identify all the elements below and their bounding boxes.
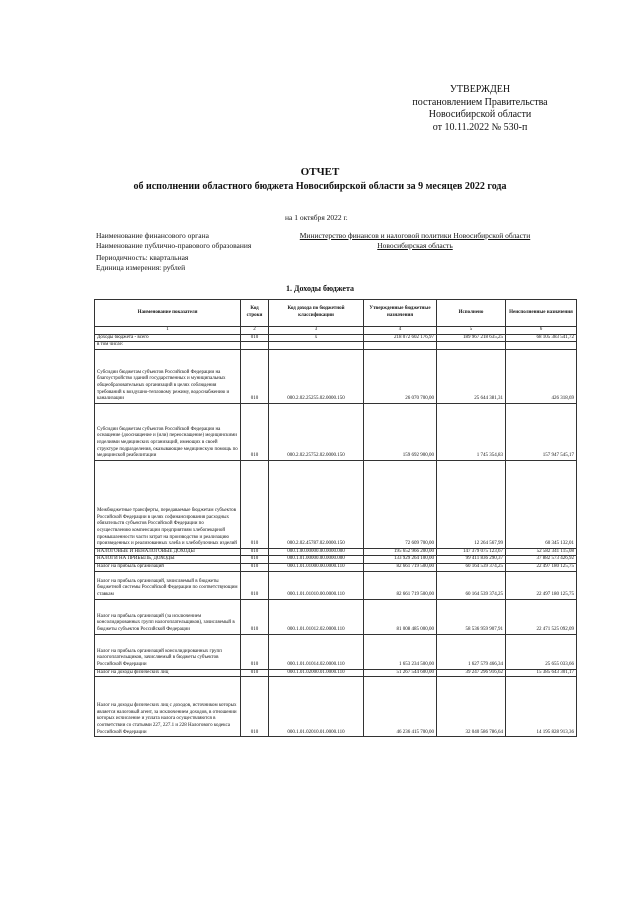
cell-code [241, 342, 269, 350]
cell-name: Межбюджетные трансферты, передаваемые бюджетам субъектов Российской Федерации в целях софинансирования расходных обязательств субъектов Российской Федерации по осуществлению компенсации предприятиям хлебопекарной промышленности части затрат на производство и реализацию произведенных и реализованных хлеба и хлебобулочных изделий [95, 460, 241, 548]
col-number: 3 [269, 327, 364, 335]
approval-line-2: постановлением Правительства [412, 96, 548, 108]
cell-kbk: 000.1.00.00000.00.0000.000 [269, 548, 364, 556]
table-row [95, 599, 577, 634]
table-body [95, 334, 577, 737]
table-row [95, 563, 577, 571]
table-row [95, 677, 577, 737]
table-row [95, 634, 577, 669]
cell-name: Налог на доходы физических лиц с доходов, источником которых является налоговый агент, за исключением доходов, в отношении которых исчисление и уплата налога осуществляются в соответствии со статьями 227, 227.1 и 228 Налогового кодекса Российской Федерации [95, 677, 241, 737]
cell-remaining [506, 342, 577, 350]
report-metadata [96, 231, 556, 273]
approval-line-1: УТВЕРЖДЕН [449, 84, 511, 95]
section-title: 1. Доходы бюджета [285, 284, 355, 293]
cell-kbk: 000.1.01.02010.01.0000.110 [269, 677, 364, 737]
header-executed: Исполнено [437, 300, 506, 327]
cell-code: 010 [241, 460, 269, 548]
income-table [94, 299, 577, 737]
cell-name: Субсидии бюджетам субъектов Российской Федерации на оснащение (дооснащение и (или) переоснащение) медицинскими изделиями медицинских организаций, имеющих в своей структуре подразделения, оказывающие медицинскую помощь по медицинской реабилитации [95, 403, 241, 460]
cell-kbk: 000.1.01.01014.02.0000.110 [269, 634, 364, 669]
cell-approved: 159 692 900,00 [364, 403, 437, 460]
cell-kbk: 000.1.01.01010.00.0000.110 [269, 571, 364, 599]
cell-remaining: 22 497 180 125,75 [506, 571, 577, 599]
unit-label: Единица измерения: рублей [96, 263, 186, 272]
cell-code: 010 [241, 599, 269, 634]
document-title: ОТЧЕТ [300, 166, 340, 178]
cell-code: 010 [241, 403, 269, 460]
cell-kbk: 000.2.02.45787.02.0000.150 [269, 460, 364, 548]
cell-executed: 58 536 959 907,91 [437, 599, 506, 634]
cell-name: Налог на прибыль организаций консолидированных групп налогоплательщиков, зачисляемый в бюджеты субъектов Российской Федерации [95, 634, 241, 669]
table-row [95, 403, 577, 460]
cell-code: 010 [241, 334, 269, 342]
table-header-row [95, 300, 577, 327]
cell-approved: 26 070 700,00 [364, 349, 437, 403]
cell-executed: 147 379 075 123,67 [437, 548, 506, 556]
cell-executed: 39 247 296 916,62 [437, 669, 506, 677]
cell-code: 010 [241, 634, 269, 669]
cell-remaining: 37 882 573 426,92 [506, 556, 577, 564]
cell-code: 010 [241, 563, 269, 571]
table-row [95, 571, 577, 599]
approval-line-4: от 10.11.2022 № 530-п [432, 121, 528, 133]
cell-remaining: 14 195 828 913,36 [506, 677, 577, 737]
cell-executed: 60 164 539 374,25 [437, 563, 506, 571]
cell-kbk: 000.2.02.25255.02.0000.150 [269, 349, 364, 403]
approval-line-3: Новосибирской области [428, 109, 532, 120]
cell-executed: 25 644 381,31 [437, 349, 506, 403]
cell-kbk [269, 342, 364, 350]
table-row [95, 669, 577, 677]
cell-approved: 82 661 719 500,00 [364, 571, 437, 599]
col-number: 2 [241, 327, 269, 335]
cell-kbk: 000.1.01.01000.00.0000.110 [269, 563, 364, 571]
cell-approved: 218 072 602 176,97 [364, 334, 437, 342]
col-number: 4 [364, 327, 437, 335]
column-number-row [95, 327, 577, 335]
header-kbk: Код дохода по бюджетной классификации [269, 300, 364, 327]
cell-executed [437, 342, 506, 350]
cell-name: Налог на прибыль организаций (за исключением консолидированных групп налогоплательщиков), зачисляемый в бюджеты субъектов Российской Федерации [95, 599, 241, 634]
entity-value: Новосибирская область [377, 241, 453, 250]
cell-approved: 51 267 544 600,00 [364, 669, 437, 677]
document-subtitle: об исполнении областного бюджета Новосибирской области за 9 месяцев 2022 года [133, 181, 507, 192]
table-row [95, 342, 577, 350]
cell-approved: 133 929 264 100,00 [364, 556, 437, 564]
cell-approved: 72 609 700,00 [364, 460, 437, 548]
cell-executed: 12 264 567,99 [437, 460, 506, 548]
cell-kbk: 000.2.02.25752.02.0000.150 [269, 403, 364, 460]
cell-kbk: 000.1.01.02000.01.0000.110 [269, 669, 364, 677]
col-number: 6 [506, 327, 577, 335]
approval-stamp [395, 84, 565, 134]
fin-org-label: Наименование финансового органа [96, 231, 209, 240]
cell-remaining: 25 655 033,66 [506, 634, 577, 669]
entity-label: Наименование публично-правового образования [96, 241, 252, 250]
cell-executed: 1 745 354,83 [437, 403, 506, 460]
report-date: на 1 октября 2022 г. [285, 213, 348, 222]
fin-org-value: Министерство финансов и налоговой политики Новосибирской области [299, 231, 531, 240]
cell-approved: 46 236 415 700,00 [364, 677, 437, 737]
table-row [95, 460, 577, 548]
cell-executed: 99 411 836 290,37 [437, 556, 506, 564]
cell-code: 010 [241, 349, 269, 403]
cell-name: Налог на прибыль организаций [95, 563, 241, 571]
header-approved: Утвержденные бюджетные назначения [364, 300, 437, 327]
table-row [95, 548, 577, 556]
cell-remaining: 60 345 132,01 [506, 460, 577, 548]
cell-approved: 81 008 485 000,00 [364, 599, 437, 634]
table-row [95, 556, 577, 564]
header-code: Код строки [241, 300, 269, 327]
cell-name: Налог на доходы физических лиц [95, 669, 241, 677]
cell-name: в том числе: [95, 342, 241, 350]
header-remaining: Неисполненные назначения [506, 300, 577, 327]
cell-code: 010 [241, 571, 269, 599]
col-number: 1 [95, 327, 241, 335]
cell-executed: 60 164 539 374,25 [437, 571, 506, 599]
cell-remaining: 68 105 383 541,72 [506, 334, 577, 342]
cell-code: 010 [241, 669, 269, 677]
cell-code: 010 [241, 556, 269, 564]
cell-remaining: 52 582 341 115,08 [506, 548, 577, 556]
cell-name: НАЛОГИ НА ПРИБЫЛЬ, ДОХОДЫ [95, 556, 241, 564]
cell-code: 010 [241, 548, 269, 556]
cell-remaining: 426 318,69 [506, 349, 577, 403]
cell-code: 010 [241, 677, 269, 737]
cell-kbk: x [269, 334, 364, 342]
cell-remaining: 22 471 525 092,09 [506, 599, 577, 634]
cell-approved: 82 661 719 500,00 [364, 563, 437, 571]
cell-remaining: 157 947 545,17 [506, 403, 577, 460]
table-row [95, 334, 577, 342]
cell-executed: 1 627 579 466,34 [437, 634, 506, 669]
header-name: Наименование показателя [95, 300, 241, 327]
cell-name: Налог на прибыль организаций, зачисляемый в бюджеты бюджетной системы Российской Федерации по соответствующим ставкам [95, 571, 241, 599]
cell-remaining: 22 497 180 125,75 [506, 563, 577, 571]
cell-remaining: 15 385 643 301,17 [506, 669, 577, 677]
cell-approved: 195 652 966 200,00 [364, 548, 437, 556]
cell-executed: 189 967 218 635,25 [437, 334, 506, 342]
cell-name: Доходы бюджета - всего [95, 334, 241, 342]
table-row [95, 349, 577, 403]
cell-executed: 32 040 586 786,64 [437, 677, 506, 737]
cell-approved: 1 653 234 500,00 [364, 634, 437, 669]
cell-kbk: 000.1.01.00000.00.0000.000 [269, 556, 364, 564]
cell-name: Субсидии бюджетам субъектов Российской Федерации на благоустройство зданий государственных и муниципальных общеобразовательных организаций в целях соблюдения требований к воздушно-тепловому режиму, водоснабжению и канализации [95, 349, 241, 403]
cell-kbk: 000.1.01.01012.02.0000.110 [269, 599, 364, 634]
cell-approved [364, 342, 437, 350]
cell-name: НАЛОГОВЫЕ И НЕНАЛОГОВЫЕ ДОХОДЫ [95, 548, 241, 556]
col-number: 5 [437, 327, 506, 335]
period-label: Периодичность: квартальная [96, 253, 189, 262]
